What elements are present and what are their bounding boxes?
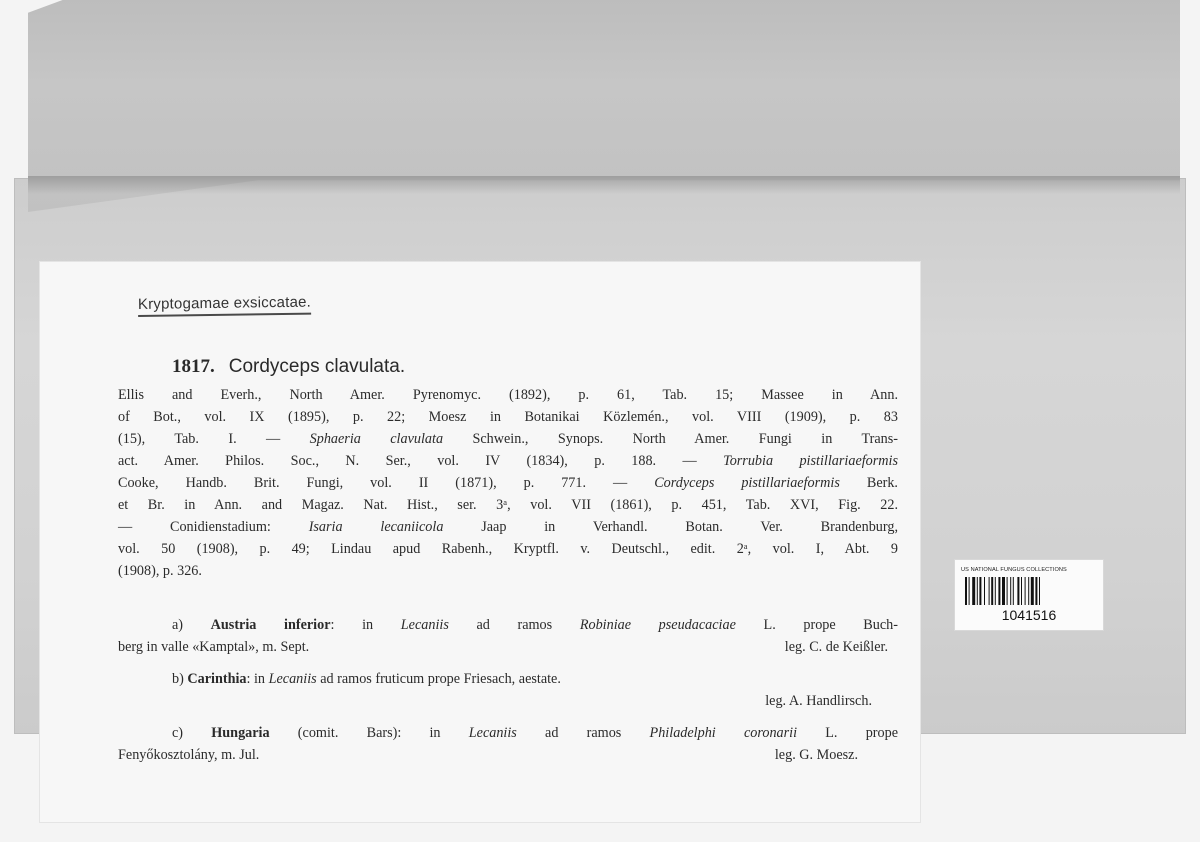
barcode-bar — [1028, 577, 1029, 605]
reference-line — [118, 560, 898, 582]
locality-b — [118, 668, 898, 712]
reference-text: — Conidienstadium: — [118, 519, 309, 535]
locality-region: Austria inferior — [210, 617, 331, 633]
reference-line — [118, 384, 898, 406]
reference-text: Ellis and Everh., North Amer. Pyrenomyc. (1892), p. 61, Tab. 15; Massee in Ann. — [118, 387, 898, 403]
barcode-bar — [998, 577, 1000, 605]
barcode-bar — [1007, 577, 1008, 605]
locality-marker: a) — [172, 617, 184, 633]
locality-marker: b) — [172, 671, 184, 687]
locality-c-line-1 — [118, 722, 898, 744]
species-heading — [172, 356, 405, 378]
locality-a-line-1 — [118, 614, 898, 636]
barcode-bar — [972, 577, 975, 605]
reference-text: Jaap in Verhandl. Botan. Ver. Brandenburg, — [443, 519, 898, 535]
host-taxon: Lecaniis — [400, 617, 449, 633]
barcode-bar — [1035, 577, 1037, 605]
barcode-bar — [1025, 577, 1026, 605]
taxon-name: Torrubia pistillariaeformis — [723, 453, 899, 469]
species-name: Cordyceps clavulata. — [228, 356, 406, 377]
taxon-name: Cordyceps pistillariaeformis — [654, 475, 840, 491]
barcode-institution: US NATIONAL FUNGUS COLLECTIONS — [961, 567, 1067, 573]
reference-text: Cooke, Handb. Brit. Fungi, vol. II (1871), p. 771. — — [118, 475, 655, 491]
barcode-bar — [1010, 577, 1011, 605]
locality-text: (comit. Bars): in — [269, 725, 469, 741]
locality-text: : in — [330, 617, 401, 633]
locality-text: berg in valle «Kamptal», m. Sept. — [118, 639, 310, 655]
barcode-number: 1041516 — [1001, 607, 1057, 623]
collector: leg. G. Moesz. — [774, 747, 858, 763]
reference-line — [118, 516, 898, 538]
locality-region: Hungaria — [211, 725, 270, 741]
locality-a — [118, 614, 898, 658]
locality-text: Fenyőkosztolány, m. Jul. — [118, 747, 260, 763]
barcode-bar — [965, 577, 967, 605]
specimen-label — [40, 262, 920, 822]
host-taxon: Lecaniis — [468, 725, 517, 741]
reference-line — [118, 472, 898, 494]
barcode-bar — [991, 577, 993, 605]
host-taxon: Lecaniis — [268, 671, 317, 687]
collector: leg. C. de Keißler. — [784, 639, 888, 655]
reference-block — [118, 384, 898, 582]
reference-line — [118, 428, 898, 450]
locality-text: ad ramos fruticum prope Friesach, aestate. — [316, 671, 561, 687]
locality-text: L. prope — [797, 725, 898, 741]
host-taxon: Robiniae pseudacaciae — [579, 617, 736, 633]
host-taxon: Philadelphi coronarii — [649, 725, 798, 741]
barcode-bar — [1002, 577, 1005, 605]
locality-text: ad ramos — [448, 617, 580, 633]
locality-marker: c) — [172, 725, 184, 741]
reference-text: of Bot., vol. IX (1895), p. 22; Moesz in Botanikai Közlemén., vol. VIII (1909), p. 83 — [118, 409, 898, 425]
reference-line — [118, 406, 898, 428]
barcode-icon — [965, 577, 1091, 605]
barcode-bar — [1021, 577, 1022, 605]
locality-region: Carinthia — [187, 671, 247, 687]
locality-text: ad ramos — [516, 725, 650, 741]
locality-c-line-2 — [118, 744, 898, 766]
barcode-bar — [979, 577, 981, 605]
barcode-bar — [1031, 577, 1034, 605]
reference-line — [118, 538, 898, 560]
barcode-label — [955, 560, 1103, 630]
series-title: Kryptogamae exsiccatae. — [138, 294, 311, 317]
locality-a-line-2 — [118, 636, 898, 658]
locality-text: : in — [246, 671, 269, 687]
barcode-bar — [1039, 577, 1040, 605]
reference-line — [118, 494, 898, 516]
reference-text: act. Amer. Philos. Soc., N. Ser., vol. IV (1834), p. 188. — — [118, 453, 724, 469]
barcode-bar — [1013, 577, 1014, 605]
flap-shadow — [28, 176, 1180, 194]
reference-line — [118, 450, 898, 472]
reference-text: (15), Tab. I. — — [118, 431, 310, 447]
reference-text: Schwein., Synops. North Amer. Fungi in Trans- — [443, 431, 898, 447]
reference-text: (1908), p. 326. — [118, 563, 202, 579]
locality-b-line-1 — [118, 668, 898, 690]
exsiccata-number: 1817. — [172, 356, 215, 377]
collector: leg. A. Handlirsch. — [765, 693, 872, 709]
reference-text: Berk. — [839, 475, 898, 491]
barcode-bar — [995, 577, 996, 605]
barcode-bar — [1017, 577, 1019, 605]
locality-c — [118, 722, 898, 766]
barcode-bar — [977, 577, 978, 605]
taxon-name: Sphaeria clavulata — [309, 431, 444, 447]
reference-text: vol. 50 (1908), p. 49; Lindau apud Rabenh., Kryptfl. v. Deutschl., edit. 2ᵃ, vol. I, Abt. 9 — [118, 541, 898, 557]
barcode-bar — [984, 577, 985, 605]
barcode-bar — [969, 577, 970, 605]
reference-text: et Br. in Ann. and Magaz. Nat. Hist., ser. 3ᵃ, vol. VII (1861), p. 451, Tab. XVI, Fig. 22. — [118, 497, 898, 513]
taxon-name: Isaria lecaniicola — [308, 519, 444, 535]
barcode-bar — [989, 577, 990, 605]
locality-text: L. prope Buch- — [735, 617, 898, 633]
